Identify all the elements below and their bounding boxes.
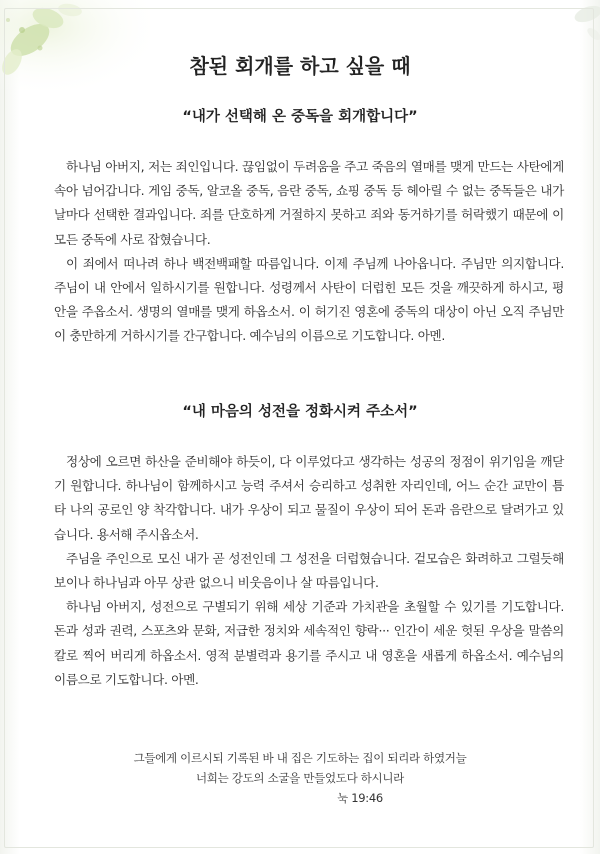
paragraph: 주님을 주인으로 모신 내가 곧 성전인데 그 성전을 더럽혔습니다. 겉모습은 화려하고 그럴듯해 보이나 하나님과 아무 상관 없으니 비웃음이나 살 따름입니다. [54, 550, 564, 591]
verse-reference: 눅 19:46 [337, 791, 383, 805]
paragraph: 정상에 오르면 하산을 준비해야 하듯이, 다 이루었다고 생각하는 성공의 정점이 위기임을 깨닫기 원합니다. 하나님이 함께하시고 능력 주셔서 승리하고 성취한 자리인데, 어느 순간 교만이 틈타 나의 공로인 양 착각합니다. 내가 우상이 되고 물질이 우상이 되어 돈과 음란으로 달려가고 있습니다. 용서해 주시옵소서. [54, 454, 564, 542]
scripture-verse [0, 748, 600, 808]
verse-line-2: 너희는 강도의 소굴을 만들었도다 하시니라 [196, 771, 404, 785]
paragraph: 하나님 아버지, 저는 죄인입니다. 끊임없이 두려움을 주고 죽음의 열매를 맺게 만드는 사탄에게 속아 넘어갑니다. 게임 중독, 알코올 중독, 음란 중독, 쇼핑 중독 등 헤아릴 수 없는 중독들은 내가 날마다 선택한 결과입니다. 죄를 단호하게 거절하지 못하고 죄와 동거하기를 허락했기 때문에 이 모든 중독에 사로 잡혔습니다. [54, 159, 564, 247]
page-title: 참된 회개를 하고 싶을 때 [189, 54, 411, 78]
section-2-body [54, 450, 564, 692]
section-1-body [54, 155, 564, 349]
section-2-subtitle: “내 마음의 성전을 정화시켜 주소서” [182, 404, 418, 420]
paragraph: 이 죄에서 떠나려 하나 백전백패할 따름입니다. 이제 주님께 나아옵니다. 주님만 의지합니다. 주님이 내 안에서 일하시기를 원합니다. 성령께서 사탄이 더럽힌 모든 것을 깨끗하게 하시고, 평안을 주옵소서. 생명의 열매를 맺게 하옵소서. 이 허기진 영혼에 중독의 대상이 아닌 오직 주님만이 충만하게 거하시기를 간구합니다. 예수님의 이름으로 기도합니다. 아멘. [54, 255, 564, 344]
verse-line-1: 그들에게 이르시되 기록된 바 내 집은 기도하는 집이 되리라 하였거늘 [133, 751, 467, 765]
paragraph: 하나님 아버지, 성전으로 구별되기 위해 세상 기준과 가치관을 초월할 수 있기를 기도합니다. 돈과 성과 권력, 스포츠와 문화, 저급한 정치와 세속적인 향락··· 인간이 세운 헛된 우상을 말씀의 칼로 찍어 버리게 하옵소서. 영적 분별력과 용기를 주시고 내 영혼을 새롭게 하옵소서. 예수님의 이름으로 기도합니다. 아멘. [54, 599, 564, 687]
section-1-subtitle: “내가 선택해 온 중독을 회개합니다” [182, 109, 418, 125]
page-frame [4, 8, 594, 848]
